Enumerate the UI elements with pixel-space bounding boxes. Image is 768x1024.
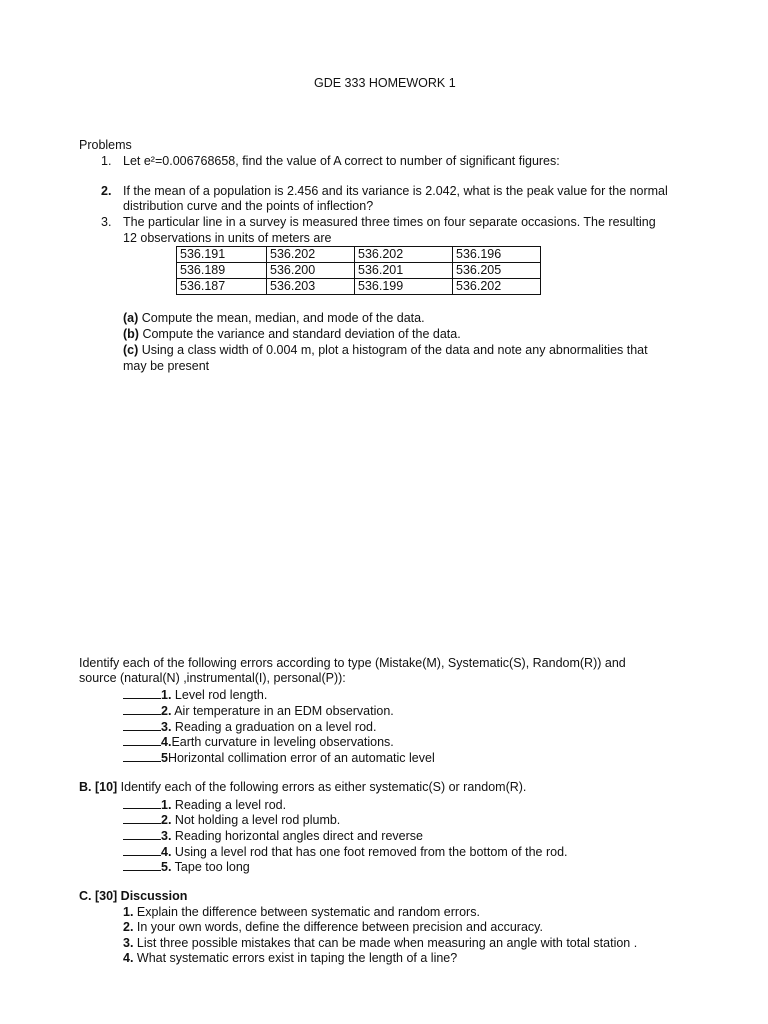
part-a — [123, 311, 425, 326]
table-cell: 536.201 — [355, 263, 453, 279]
part-c-line2: may be present — [123, 359, 210, 373]
table-row — [177, 279, 541, 295]
problems-heading: Problems — [79, 138, 132, 152]
item-number: 3. — [123, 936, 134, 950]
item-number: 1. — [161, 688, 172, 702]
part-label: (b) — [123, 327, 139, 341]
table-cell: 536.203 — [267, 279, 355, 295]
section-a-line2: source (natural(N) ,instrumental(I), personal(P)): — [79, 671, 346, 685]
item-number: 2. — [161, 813, 172, 827]
answer-blank[interactable] — [123, 702, 161, 715]
answer-blank[interactable] — [123, 858, 161, 871]
item-text: Earth curvature in leveling observations. — [171, 735, 394, 749]
part-text: Compute the variance and standard deviation of the data. — [138, 327, 461, 341]
table-cell: 536.205 — [453, 263, 541, 279]
item-text: Air temperature in an EDM observation. — [171, 704, 394, 718]
list-item — [123, 686, 267, 703]
list-item — [123, 827, 423, 844]
problem-number: 3. — [101, 215, 112, 229]
item-number: 4. — [161, 845, 172, 859]
answer-blank[interactable] — [123, 749, 161, 762]
item-number: 4. — [161, 735, 172, 749]
problem-2 — [101, 184, 668, 199]
part-label: (c) — [123, 343, 139, 357]
problem-2-line2: distribution curve and the points of inflection? — [123, 199, 374, 213]
page-title: GDE 333 HOMEWORK 1 — [314, 76, 456, 90]
item-number: 2. — [123, 920, 134, 934]
item-text: What systematic errors exist in taping the length of a line? — [133, 951, 458, 965]
part-text: Compute the mean, median, and mode of the data. — [138, 311, 425, 325]
list-item — [123, 858, 250, 875]
part-label: (a) — [123, 311, 139, 325]
item-text: Reading a level rod. — [171, 798, 287, 812]
table-row — [177, 263, 541, 279]
item-number: 4. — [123, 951, 134, 965]
answer-blank[interactable] — [123, 686, 161, 699]
item-text: Not holding a level rod plumb. — [171, 813, 341, 827]
table-cell: 536.196 — [453, 247, 541, 263]
problem-text: If the mean of a population is 2.456 and its variance is 2.042, what is the peak value for the normal — [123, 184, 668, 198]
item-text: In your own words, define the difference between precision and accuracy. — [133, 920, 543, 934]
item-text: Explain the difference between systematic and random errors. — [133, 905, 480, 919]
problem-number: 1. — [101, 154, 112, 168]
item-text: Reading horizontal angles direct and reverse — [171, 829, 423, 843]
item-number: 1. — [161, 798, 172, 812]
list-item — [123, 733, 394, 750]
problem-1 — [101, 154, 560, 169]
section-b-heading — [79, 780, 526, 795]
item-number: 3. — [161, 720, 172, 734]
part-text: Using a class width of 0.004 m, plot a histogram of the data and note any abnormalities that — [138, 343, 648, 357]
section-label: B. [10] — [79, 780, 118, 794]
item-text: List three possible mistakes that can be made when measuring an angle with total station . — [133, 936, 638, 950]
answer-blank[interactable] — [123, 811, 161, 824]
problem-text: The particular line in a survey is measured three times on four separate occasions. The resulting — [123, 215, 656, 229]
answer-blank[interactable] — [123, 733, 161, 746]
section-c-heading — [79, 889, 187, 904]
observations-table — [176, 246, 541, 295]
item-text: Using a level rod that has one foot removed from the bottom of the rod. — [171, 845, 568, 859]
list-item — [123, 951, 457, 966]
item-text: Level rod length. — [171, 688, 268, 702]
table-cell: 536.189 — [177, 263, 267, 279]
item-number: 5. — [161, 860, 172, 874]
list-item — [123, 702, 394, 719]
table-cell: 536.200 — [267, 263, 355, 279]
section-a-line1: Identify each of the following errors according to type (Mistake(M), Systematic(S), Random(R)) and — [79, 656, 626, 670]
item-number: 2. — [161, 704, 172, 718]
table-cell: 536.187 — [177, 279, 267, 295]
table-cell: 536.202 — [453, 279, 541, 295]
table-cell: 536.191 — [177, 247, 267, 263]
table-row — [177, 247, 541, 263]
table-cell: 536.202 — [355, 247, 453, 263]
part-c — [123, 343, 648, 358]
answer-blank[interactable] — [123, 843, 161, 856]
list-item — [123, 905, 480, 920]
section-label: C. [30] Discussion — [79, 889, 188, 903]
answer-blank[interactable] — [123, 827, 161, 840]
section-text: Identify each of the following errors as either systematic(S) or random(R). — [117, 780, 527, 794]
list-item — [123, 920, 543, 935]
list-item — [123, 936, 637, 951]
item-text: Horizontal collimation error of an automatic level — [167, 751, 435, 765]
answer-blank[interactable] — [123, 718, 161, 731]
problem-3 — [101, 215, 656, 230]
answer-blank[interactable] — [123, 796, 161, 809]
list-item — [123, 811, 340, 828]
table-cell: 536.199 — [355, 279, 453, 295]
item-number: 5 — [161, 751, 168, 765]
table-cell: 536.202 — [267, 247, 355, 263]
item-number: 3. — [161, 829, 172, 843]
problem-number: 2. — [101, 184, 112, 198]
problem-3-line2: 12 observations in units of meters are — [123, 231, 332, 245]
item-text: Reading a graduation on a level rod. — [171, 720, 377, 734]
item-text: Tape too long — [171, 860, 250, 874]
part-b — [123, 327, 461, 342]
item-number: 1. — [123, 905, 134, 919]
list-item — [123, 749, 435, 766]
problem-text: Let e²=0.006768658, find the value of A correct to number of significant figures: — [123, 154, 560, 168]
